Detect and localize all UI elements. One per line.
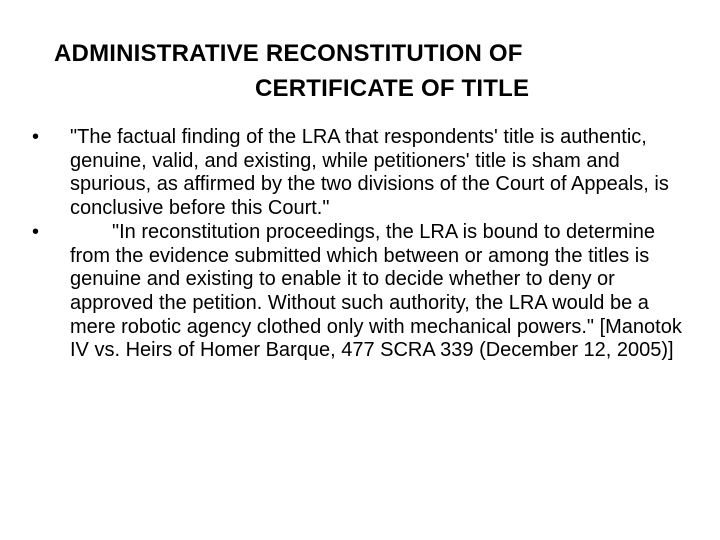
bullet-marker: • bbox=[32, 220, 40, 243]
bullet-item-1 bbox=[0, 126, 720, 221]
bullet-item-2 bbox=[0, 221, 720, 363]
bullet-list bbox=[0, 126, 720, 363]
bullet-text-1: "The factual finding of the LRA that respondents' title is authentic, genuine, valid, and existing, while petitioners' title is sham and spurious, as affirmed by the two divisions of the Court of Appeals, is conclusive before this Court." bbox=[70, 126, 669, 220]
bullet-marker: • bbox=[32, 126, 40, 148]
title-line-1: ADMINISTRATIVE RECONSTITUTION OF bbox=[54, 40, 523, 67]
bullet-text-2: "In reconstitution proceedings, the LRA is bound to determine from the evidence submitted which between or among the titles is genuine and existing to enable it to decide whether to deny or approved the petition. Without such authority, the LRA would be a mere robotic agency clothed only with mechanical powers." [Manotok IV vs. Heirs of Homer Barque, 477 SCRA 339 (December 12, 2005)] bbox=[70, 220, 682, 362]
slide-title bbox=[0, 36, 720, 106]
title-line-2: CERTIFICATE OF TITLE bbox=[255, 75, 530, 102]
